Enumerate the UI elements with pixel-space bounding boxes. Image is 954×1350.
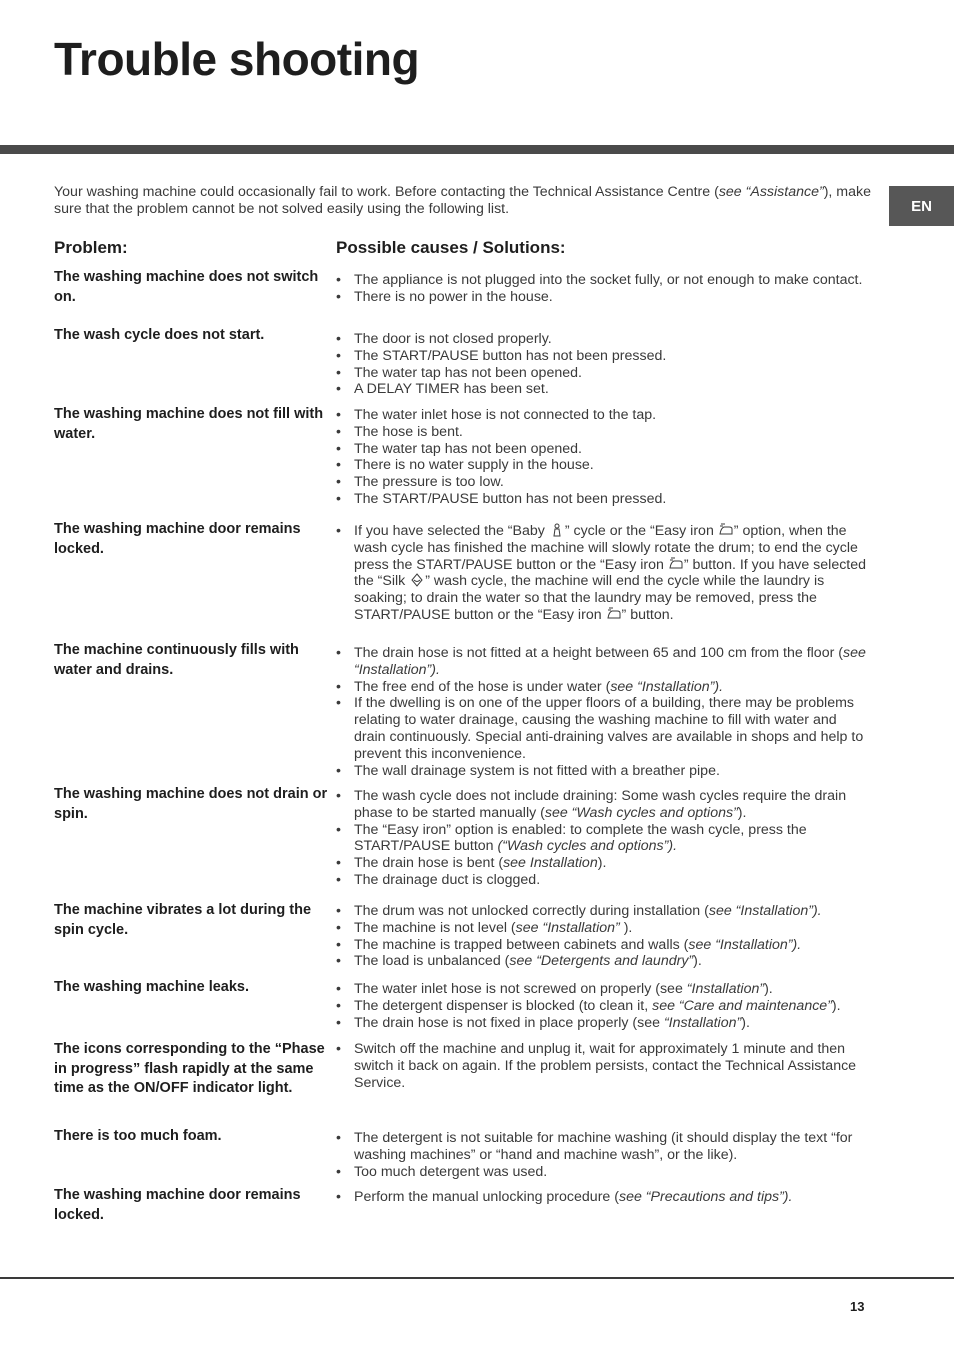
cause-text: Switch off the machine and unplug it, wait for approximately 1 minute and then switch it back on again. If the problem persists, contact the Technical Assistance Service. — [354, 1041, 857, 1091]
cause-item — [336, 348, 870, 365]
causes-list — [336, 272, 870, 306]
cause-item — [336, 272, 870, 289]
cause-item — [336, 695, 870, 762]
cause-item — [336, 937, 870, 954]
causes-list — [336, 981, 870, 1031]
cause-item — [336, 289, 870, 306]
cause-item — [336, 491, 870, 508]
intro-text: Your washing machine could occasionally fail to work. Before contacting the Technical Assistance Centre ( — [54, 184, 719, 200]
header-divider — [0, 145, 954, 154]
cross-reference: see “Precautions and tips”). — [618, 1189, 793, 1205]
problem-text: The washing machine does not fill with water. — [54, 406, 324, 442]
easy-iron-icon — [607, 607, 621, 621]
cross-reference: see “Wash cycles and options” — [544, 804, 738, 821]
cause-item — [336, 381, 870, 398]
cross-reference: “Installation” — [686, 981, 765, 997]
cause-text: The machine is not level ( — [354, 919, 516, 936]
cause-text: ” wash cycle, the machine will end the cycle while the laundry is soaking; to drain the water so that the laundry may be removed, press the START/PAUSE button or the “Easy iron — [354, 573, 825, 623]
cause-item — [336, 1189, 870, 1206]
cross-reference: see “Installation”). — [610, 678, 724, 695]
cause-text: The pressure is too low. — [354, 474, 504, 491]
page-number: 13 — [850, 1299, 865, 1314]
problem-text: The machine continuously fills with water and drains. — [54, 642, 299, 678]
cause-text: A DELAY TIMER has been set. — [354, 381, 549, 398]
problem-text: The washing machine does not drain or spin. — [54, 786, 328, 822]
cross-reference: see Installation — [503, 855, 598, 872]
cause-text: ). — [619, 919, 633, 936]
cause-text: The water inlet hose is not connected to the tap. — [354, 407, 657, 423]
cause-text: ). — [764, 981, 773, 997]
cross-reference: “Installation” — [663, 1014, 742, 1031]
cause-item — [336, 920, 870, 937]
cause-text: ). — [693, 953, 702, 970]
cause-text: ). — [741, 1014, 750, 1031]
cause-text: The detergent is not suitable for machine washing (it should display the text “for washing machines” or “hand and machine wash”, or the like). — [354, 1130, 853, 1163]
problem-text: The machine vibrates a lot during the spin cycle. — [54, 902, 312, 938]
cause-text: The hose is bent. — [354, 423, 463, 440]
intro-reference: see “Assistance” — [718, 184, 824, 200]
cause-text: The drum was not unlocked correctly during installation ( — [354, 903, 709, 919]
causes-column-header: Possible causes / Solutions: — [336, 238, 566, 257]
cause-item — [336, 788, 870, 822]
problem-text: The washing machine door remains locked. — [54, 1187, 301, 1223]
cause-text: If the dwelling is on one of the upper floors of a building, there may be problems relating to water drainage, causing the washing machine to fill with water and drain continuously. Special anti-draining valves are available in shops and help to prevent this inconvenience. — [354, 695, 864, 762]
causes-list — [336, 903, 870, 970]
problem-text: The washing machine does not switch on. — [54, 269, 319, 305]
cause-text: The water tap has not been opened. — [354, 364, 582, 381]
cross-reference: see “Installation”). — [708, 903, 822, 919]
cause-text: The wash cycle does not include draining: Some wash cycles require the drain phase to be started manually ( — [354, 788, 847, 821]
cause-item — [336, 645, 870, 679]
cause-text: ” cycle or the “Easy iron — [564, 523, 718, 539]
cause-text: There is no power in the house. — [354, 288, 553, 305]
cause-text: The water inlet hose is not screwed on properly (see — [354, 981, 687, 997]
easy-iron-icon — [719, 523, 733, 537]
cause-item — [336, 523, 870, 624]
causes-list — [336, 1130, 870, 1180]
cause-text: The drain hose is not fixed in place properly (see — [354, 1014, 664, 1031]
cause-item — [336, 1015, 870, 1032]
intro-text-end: ), make sure that the problem cannot be not solved easily using the following list. — [54, 184, 871, 217]
cross-reference: see “Care and maintenance” — [652, 997, 832, 1014]
cause-text: The drain hose is bent ( — [354, 855, 504, 872]
cause-text: ). — [597, 855, 607, 872]
causes-list — [336, 1189, 870, 1206]
cause-item — [336, 903, 870, 920]
cause-text: The machine is trapped between cabinets and walls ( — [354, 936, 689, 953]
problem-text: There is too much foam. — [54, 1128, 222, 1144]
cause-text: The water tap has not been opened. — [354, 440, 582, 457]
cross-reference: see “Installation”). — [688, 936, 802, 953]
language-badge: EN — [889, 186, 954, 226]
cause-item — [336, 457, 870, 474]
cause-item — [336, 474, 870, 491]
cause-text: Perform the manual unlocking procedure ( — [354, 1189, 619, 1205]
cause-item — [336, 424, 870, 441]
cross-reference: (“Wash cycles and options”). — [497, 838, 678, 855]
cause-text: The free end of the hose is under water ( — [354, 678, 611, 695]
cause-text: The detergent dispenser is blocked (to clean it, — [354, 997, 653, 1014]
causes-list — [336, 1041, 870, 1091]
cause-text: ” button. If you have selected the “Silk — [354, 556, 867, 590]
causes-list — [336, 523, 870, 624]
causes-list — [336, 788, 870, 889]
cause-text: ). — [737, 804, 747, 821]
cause-item — [336, 855, 870, 872]
cause-item — [336, 679, 870, 696]
baby-cycle-icon — [550, 523, 564, 537]
cause-text: Too much detergent was used. — [354, 1163, 548, 1180]
causes-list — [336, 331, 870, 398]
cause-text: The appliance is not plugged into the socket fully, or not enough to make contact. — [354, 272, 863, 288]
problem-text: The wash cycle does not start. — [54, 327, 265, 343]
cause-text: If you have selected the “Baby — [354, 523, 549, 539]
cause-item — [336, 763, 870, 780]
cross-reference: see “Installation” — [515, 919, 620, 936]
cause-text: The START/PAUSE button has not been pressed. — [354, 490, 667, 507]
cause-text: The door is not closed properly. — [354, 331, 552, 347]
causes-list — [336, 407, 870, 508]
cause-item — [336, 1130, 870, 1164]
cause-item — [336, 1041, 870, 1091]
silk-cycle-icon — [410, 573, 424, 587]
cause-text: ). — [831, 997, 841, 1014]
cause-text: ” button. — [621, 606, 674, 623]
cause-item — [336, 407, 870, 424]
cause-item — [336, 822, 870, 856]
cause-text: The drainage duct is clogged. — [354, 871, 541, 888]
footer-divider — [0, 1277, 954, 1279]
causes-list — [336, 645, 870, 779]
cross-reference: see “Installation”). — [354, 645, 866, 678]
cause-text: The START/PAUSE button has not been pressed. — [354, 347, 667, 364]
cause-text: ” option, when the wash cycle has finished the machine will slowly rotate the drum; to end the cycle press the START/PAUSE button or the “Easy iron — [354, 523, 858, 573]
cause-text: There is no water supply in the house. — [354, 457, 594, 474]
problem-text: The icons corresponding to the “Phase in progress” flash rapidly at the same time as the ON/OFF indicator light. — [54, 1041, 325, 1096]
page-title: Trouble shooting — [54, 33, 420, 85]
cause-text: The load is unbalanced ( — [354, 953, 510, 970]
easy-iron-icon — [669, 557, 683, 571]
cross-reference: see “Detergents and laundry” — [509, 953, 694, 970]
cause-item — [336, 441, 870, 458]
problem-column-header: Problem: — [54, 238, 128, 257]
cause-item — [336, 998, 870, 1015]
cause-item — [336, 872, 870, 889]
cause-item — [336, 953, 870, 970]
cause-item — [336, 331, 870, 348]
cause-item — [336, 365, 870, 382]
problem-text: The washing machine door remains locked. — [54, 521, 301, 557]
cause-item — [336, 1164, 870, 1181]
cause-text: The drain hose is not fitted at a height between 65 and 100 cm from the floor ( — [354, 645, 843, 661]
cause-item — [336, 981, 870, 998]
intro-paragraph — [54, 184, 874, 218]
problem-text: The washing machine leaks. — [54, 979, 250, 995]
cause-text: The “Easy iron” option is enabled: to complete the wash cycle, press the START/PAUSE button — [354, 821, 807, 855]
cause-text: The wall drainage system is not fitted with a breather pipe. — [354, 762, 720, 779]
